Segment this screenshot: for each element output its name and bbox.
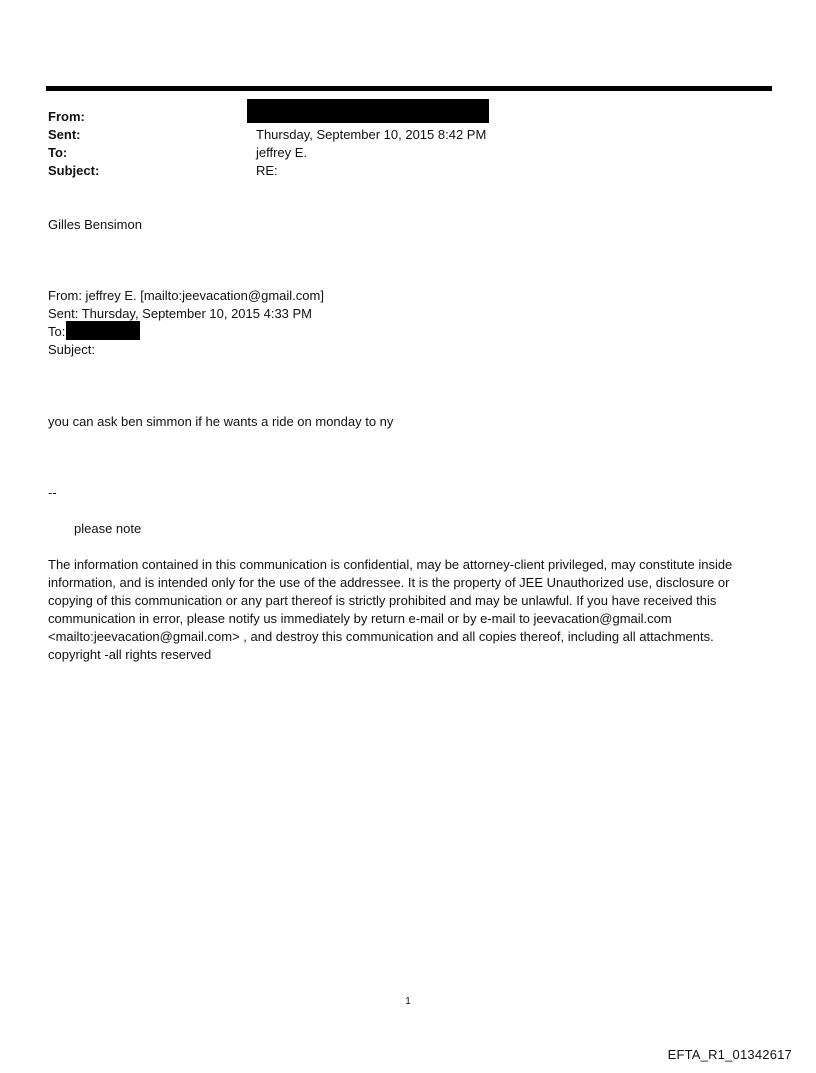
document-id: EFTA_R1_01342617 (667, 1047, 792, 1062)
quoted-to-label: To: (48, 324, 66, 339)
sent-value: Thursday, September 10, 2015 8:42 PM (256, 127, 487, 142)
to-redaction (66, 321, 140, 340)
page-number: 1 (405, 996, 411, 1007)
quoted-sent-line: Sent: Thursday, September 10, 2015 4:33 PM (48, 306, 313, 321)
from-label: From: (48, 109, 85, 124)
signature-separator: -- (48, 485, 57, 500)
to-value: jeffrey E. (256, 145, 308, 160)
signature-name: Gilles Bensimon (48, 217, 142, 232)
to-label: To: (48, 145, 68, 160)
confidentiality-disclaimer: The information contained in this communication is confidential, may be attorney-client privileged, may constitute inside information, and is intended only for the use of the addressee. It is the property of JEE Unauthorized use, disclosure or copying of this communication or any part thereof is strictly prohibited and may be unlawful. If you have received this communication in error, please notify us immediately by return e-mail or by e-mail to jeevacation@gmail.com <mailto:jeevacation@gmail.com> , and destroy this communication and all copies thereof, including all attachments. copyright -all rights reserved (48, 557, 733, 662)
message-text: you can ask ben simmon if he wants a ride on monday to ny (48, 414, 394, 429)
subject-label: Subject: (48, 163, 100, 178)
please-note-text: please note (74, 521, 142, 536)
quoted-from-line: From: jeffrey E. [mailto:jeevacation@gmail.com] (48, 288, 324, 303)
from-redaction (247, 99, 489, 123)
quoted-subject-line: Subject: (48, 342, 95, 357)
sent-label: Sent: (48, 127, 81, 142)
header-rule (46, 86, 772, 91)
subject-value: RE: (256, 163, 278, 178)
